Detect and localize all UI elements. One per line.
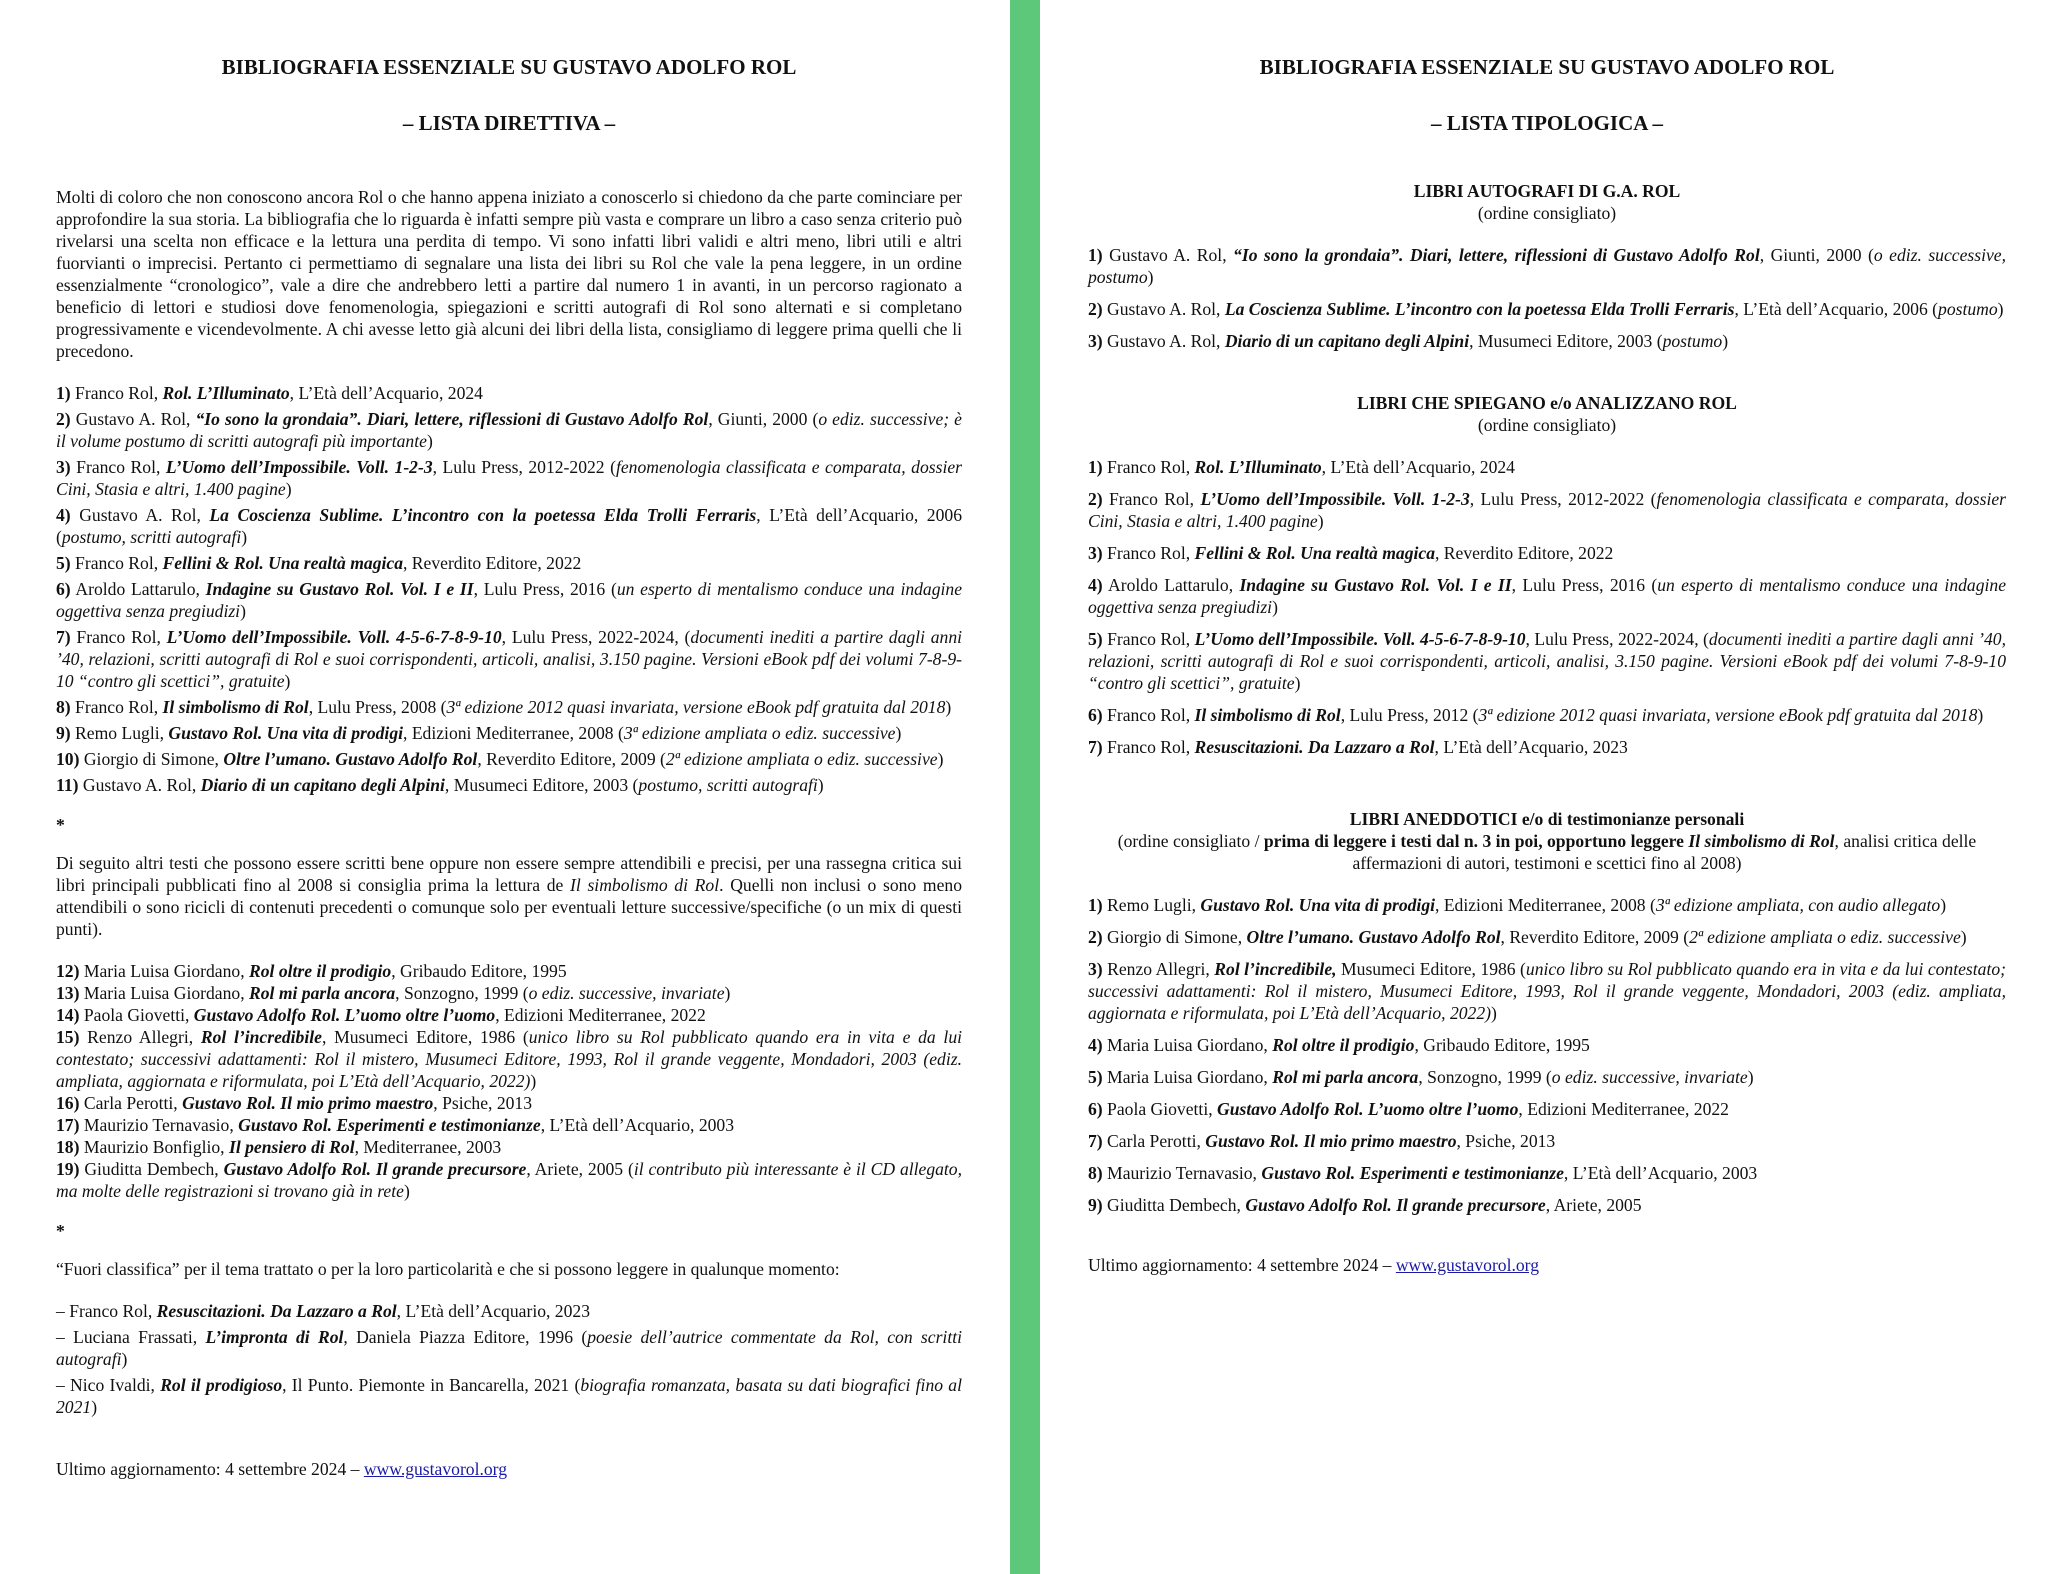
- item-close-paren: ): [1977, 705, 1984, 725]
- list-item: [1088, 958, 2006, 1024]
- list-item: [1088, 736, 2006, 758]
- item-author: Remo Lugli,: [70, 723, 169, 743]
- list-item: [1088, 704, 2006, 726]
- item-number: 2): [56, 409, 71, 429]
- list-item: [56, 1136, 962, 1158]
- item-note: biografia romanzata, basata su dati biografici fino al 2021: [56, 1375, 962, 1417]
- item-title: Rol mi parla ancora: [1272, 1067, 1419, 1087]
- sec3-heading: [1088, 808, 2006, 874]
- item-close-paren: ): [1317, 511, 1324, 531]
- item-rest: , L’Età dell’Acquario, 2023: [396, 1301, 590, 1321]
- item-note: o ediz. successive; è il volume postumo di scritti autografi più importante: [56, 409, 962, 451]
- item-note: unico libro su Rol pubblicato quando era in vita e da lui contestato; successivi adattamenti: Rol il mistero, Musumeci Editore, 1993, Rol il grande veggente, Mondadori, 2003 (ediz. ampliata, aggiornata e riformulata, poi L’Età dell’Acquario, 2022): [1088, 959, 2006, 1023]
- list-item: [1088, 298, 2006, 320]
- item-rest: , Giunti, 2000 (: [1759, 245, 1874, 265]
- list-item: [1088, 456, 2006, 478]
- item-note: 3ª edizione ampliata, con audio allegato: [1655, 895, 1941, 915]
- left-footer: [56, 1458, 962, 1480]
- item-number: 5): [56, 553, 71, 573]
- item-title: Il pensiero di Rol: [228, 1137, 355, 1157]
- item-note: poesie dell’autrice commentate da Rol, con scritti autografi: [56, 1327, 962, 1369]
- item-note: o ediz. successive, invariate: [528, 983, 725, 1003]
- item-rest: , Edizioni Mediterranee, 2008 (: [1435, 895, 1656, 915]
- item-number: 2): [1088, 489, 1103, 509]
- item-number: 9): [1088, 1195, 1103, 1215]
- item-rest: , Reverdito Editore, 2022: [1435, 543, 1614, 563]
- list-item: [56, 1092, 962, 1114]
- sec3-list: [1088, 894, 2006, 1216]
- list-item: [1088, 1194, 2006, 1216]
- item-number: 5): [1088, 1067, 1103, 1087]
- list-item: [1088, 488, 2006, 532]
- item-close-paren: ): [121, 1349, 128, 1369]
- left-title: BIBLIOGRAFIA ESSENZIALE SU GUSTAVO ADOLFO ROL: [221, 55, 797, 79]
- list-item: [1088, 894, 2006, 916]
- sec3-subtitle: [1088, 830, 2006, 874]
- item-note: fenomenologia classificata e comparata, dossier Cini, Stasia e altri, 1.400 pagine: [1088, 489, 2006, 531]
- item-close-paren: ): [91, 1397, 98, 1417]
- item-title: Rol l’incredibile,: [1214, 959, 1337, 979]
- list-item: [56, 748, 962, 770]
- item-title: Resuscitazioni. Da Lazzaro a Rol: [156, 1301, 397, 1321]
- item-number: 4): [56, 505, 71, 525]
- item-title: Diario di un capitano degli Alpini: [1224, 331, 1470, 351]
- item-number: 14): [56, 1005, 80, 1025]
- item-rest: , L’Età dell’Acquario, 2003: [1563, 1163, 1758, 1183]
- item-number: 7): [56, 627, 71, 647]
- item-rest: , L’Età dell’Acquario, 2003: [540, 1115, 735, 1135]
- right-footer: [1088, 1254, 2006, 1276]
- item-note: 3ª edizione ampliata o ediz. successive: [623, 723, 896, 743]
- item-note: il contributo più interessante è il CD allegato, ma molte delle registrazioni si trovano già in rete: [56, 1159, 962, 1201]
- item-author: Giuditta Dembech,: [1102, 1195, 1246, 1215]
- item-author: Franco Rol,: [70, 383, 163, 403]
- item-number: 15): [56, 1027, 80, 1047]
- item-rest: , Reverdito Editore, 2009 (: [477, 749, 666, 769]
- item-title: Rol l’incredibile: [200, 1027, 322, 1047]
- list-item: [56, 722, 962, 744]
- item-author: Remo Lugli,: [1102, 895, 1201, 915]
- item-close-paren: ): [240, 601, 246, 621]
- item-author: Aroldo Lattarulo,: [1102, 575, 1240, 595]
- fuori-list: [56, 1300, 962, 1418]
- item-title: “Io sono la grondaia”. Diari, lettere, riflessioni di Gustavo Adolfo Rol: [195, 409, 709, 429]
- right-footer-link[interactable]: www.gustavorol.org: [1395, 1255, 1540, 1275]
- right-page: [1040, 0, 2048, 1574]
- item-close-paren: ): [1491, 1003, 1497, 1023]
- list-item: [1088, 574, 2006, 618]
- item-rest: , Reverdito Editore, 2022: [403, 553, 582, 573]
- item-title: Il simbolismo di Rol: [162, 697, 309, 717]
- item-title: Gustavo Adolfo Rol. L’uomo oltre l’uomo: [193, 1005, 496, 1025]
- item-number: 13): [56, 983, 80, 1003]
- item-number: 6): [1088, 1099, 1103, 1119]
- item-author: Gustavo A. Rol,: [1102, 245, 1234, 265]
- item-note: un esperto di mentalismo conduce una indagine oggettiva senza pregiudizi: [56, 579, 963, 621]
- item-number: 1): [1088, 245, 1103, 265]
- fuori-intro: “Fuori classifica” per il tema trattato o per la loro particolarità e che si possono leggere in qualunque momento:: [56, 1259, 840, 1279]
- item-number: 1): [1088, 895, 1103, 915]
- item-author: Giorgio di Simone,: [79, 749, 224, 769]
- item-note: fenomenologia classificata e comparata, dossier Cini, Stasia e altri, 1.400 pagine: [56, 457, 963, 499]
- item-rest: , Musumeci Editore, 1986 (: [321, 1027, 529, 1047]
- item-close-paren: ): [1722, 331, 1729, 351]
- item-number: 7): [1088, 1131, 1103, 1151]
- right-footer-text: Ultimo aggiornamento: 4 settembre 2024 –: [1088, 1255, 1396, 1275]
- right-title: BIBLIOGRAFIA ESSENZIALE SU GUSTAVO ADOLFO ROL: [1259, 55, 1835, 79]
- item-close-paren: ): [284, 671, 291, 691]
- sec1-heading: [1088, 180, 2006, 224]
- item-number: 12): [56, 961, 80, 981]
- item-title: L’impronta di Rol: [205, 1327, 344, 1347]
- list-item: [56, 382, 962, 404]
- separator-star-2: *: [56, 1221, 65, 1241]
- item-rest: , L’Età dell’Acquario, 2024: [289, 383, 483, 403]
- item-title: Resuscitazioni. Da Lazzaro a Rol: [1194, 737, 1435, 757]
- item-title: La Coscienza Sublime. L’incontro con la poetessa Elda Trolli Ferraris: [1224, 299, 1735, 319]
- sec1-title: LIBRI AUTOGRAFI DI G.A. ROL: [1413, 181, 1681, 201]
- green-divider: [1010, 0, 1040, 1574]
- list-item: [1088, 330, 2006, 352]
- item-title: Gustavo Adolfo Rol. Il grande precursore: [223, 1159, 527, 1179]
- list-item: [56, 696, 962, 718]
- item-rest: , Lulu Press, 2016 (: [1511, 575, 1658, 595]
- item-title: Gustavo Rol. Il mio primo maestro: [182, 1093, 434, 1113]
- other-list: [56, 960, 962, 1202]
- item-close-paren: ): [817, 775, 824, 795]
- item-title: L’Uomo dell’Impossibile. Voll. 1-2-3: [1200, 489, 1470, 509]
- item-rest: , L’Età dell’Acquario, 2024: [1321, 457, 1515, 477]
- sec1-list: [1088, 244, 2006, 352]
- item-number: 16): [56, 1093, 80, 1113]
- item-rest: , Mediterranee, 2003: [354, 1137, 502, 1157]
- sec2-list: [1088, 456, 2006, 758]
- list-item: [1088, 1098, 2006, 1120]
- item-note: 2ª edizione ampliata o ediz. successive: [665, 749, 938, 769]
- item-title: Fellini & Rol. Una realtà magica: [162, 553, 403, 573]
- list-item: [56, 456, 962, 500]
- item-rest: , Lulu Press, 2012 (: [1340, 705, 1479, 725]
- item-note: unico libro su Rol pubblicato quando era in vita e da lui contestato; successivi adattamenti: Rol il mistero, Musumeci Editore, 1993, Rol il grande veggente, Mondadori, 2003 (ediz. ampliata, aggiornata e riformulata, poi L’Età dell’Acquario, 2022): [56, 1027, 962, 1091]
- item-author: Giorgio di Simone,: [1102, 927, 1247, 947]
- item-number: 3): [1088, 331, 1103, 351]
- item-title: Rol il prodigioso: [160, 1375, 283, 1395]
- other-intro-b: . Quelli non inclusi o sono meno attendibili o sono ricicli di contenuti precedenti o comunque solo per eventuali letture successive/specifiche (o un mix di questi punti).: [56, 875, 962, 939]
- list-item: [56, 982, 962, 1004]
- item-rest: , L’Età dell’Acquario, 2023: [1434, 737, 1628, 757]
- item-title: Rol. L’Illuminato: [162, 383, 290, 403]
- item-number: 6): [56, 579, 71, 599]
- item-close-paren: ): [241, 527, 248, 547]
- item-author: Maria Luisa Giordano,: [79, 983, 249, 1003]
- item-rest: , Sonzogno, 1999 (: [1418, 1067, 1552, 1087]
- sec3-sub-a: (ordine consigliato /: [1117, 831, 1264, 851]
- sec2-heading: [1088, 392, 2006, 436]
- list-item: [1088, 926, 2006, 948]
- list-item: [56, 1026, 962, 1092]
- item-number: 4): [1088, 575, 1103, 595]
- item-author: Maurizio Ternavasio,: [1102, 1163, 1262, 1183]
- item-author: Gustavo A. Rol,: [1102, 331, 1225, 351]
- item-author: Gustavo A. Rol,: [78, 775, 201, 795]
- item-title: Oltre l’umano. Gustavo Adolfo Rol: [223, 749, 478, 769]
- item-close-paren: ): [895, 723, 902, 743]
- item-rest: , Sonzogno, 1999 (: [395, 983, 529, 1003]
- item-note: postumo: [1938, 299, 1998, 319]
- item-author: Maria Luisa Giordano,: [1102, 1067, 1273, 1087]
- list-item: [1088, 1066, 2006, 1088]
- item-number: 6): [1088, 705, 1103, 725]
- item-number: 5): [1088, 629, 1103, 649]
- item-number: 7): [1088, 737, 1103, 757]
- item-title: Indagine su Gustavo Rol. Vol. I e II: [205, 579, 474, 599]
- item-rest: Musumeci Editore, 1986 (: [1336, 959, 1526, 979]
- item-author: – Nico Ivaldi,: [56, 1375, 161, 1395]
- item-number: 19): [56, 1159, 80, 1179]
- item-author: Franco Rol,: [1102, 737, 1195, 757]
- item-author: Franco Rol,: [70, 697, 163, 717]
- item-author: Giuditta Dembech,: [79, 1159, 224, 1179]
- list-item: [56, 1158, 962, 1202]
- item-author: Franco Rol,: [70, 627, 167, 647]
- item-close-paren: ): [1940, 895, 1947, 915]
- item-title: Gustavo Rol. Esperimenti e testimonianze: [1261, 1163, 1564, 1183]
- list-item: [56, 578, 962, 622]
- item-rest: , Ariete, 2005 (: [526, 1159, 634, 1179]
- item-rest: , Lulu Press, 2016 (: [473, 579, 617, 599]
- other-intro-a: Di seguito altri testi che possono essere scritti bene oppure non essere sempre attendibili e precisi, per una rassegna critica sui libri principali pubblicati fino al 2008 si consiglia prima la lettura de: [56, 853, 962, 895]
- item-number: 3): [56, 457, 71, 477]
- item-close-paren: ): [937, 749, 944, 769]
- item-number: 1): [56, 383, 71, 403]
- item-rest: , Musumeci Editore, 2003 (: [1469, 331, 1663, 351]
- left-footer-text: Ultimo aggiornamento: 4 settembre 2024 –: [56, 1459, 364, 1479]
- item-author: Maurizio Ternavasio,: [79, 1115, 239, 1135]
- item-title: La Coscienza Sublime. L’incontro con la poetessa Elda Trolli Ferraris: [209, 505, 757, 525]
- item-close-paren: ): [1147, 267, 1154, 287]
- item-title: Gustavo Adolfo Rol. L’uomo oltre l’uomo: [1217, 1099, 1519, 1119]
- list-item: [56, 1326, 962, 1370]
- item-note: postumo: [1662, 331, 1723, 351]
- item-title: Gustavo Rol. Il mio primo maestro: [1205, 1131, 1457, 1151]
- item-note: 2ª edizione ampliata o ediz. successive: [1689, 927, 1961, 947]
- item-title: Indagine su Gustavo Rol. Vol. I e II: [1239, 575, 1512, 595]
- list-item: [56, 504, 962, 548]
- item-author: Aroldo Lattarulo,: [70, 579, 206, 599]
- item-number: 2): [1088, 927, 1103, 947]
- list-item: [1088, 244, 2006, 288]
- item-author: Renzo Allegri,: [79, 1027, 201, 1047]
- separator-star-1: *: [56, 815, 65, 835]
- list-item: [56, 1114, 962, 1136]
- item-rest: , Lulu Press, 2022-2024, (: [1525, 629, 1709, 649]
- sec2-title: LIBRI CHE SPIEGANO e/o ANALIZZANO ROL: [1357, 393, 1737, 413]
- item-close-paren: ): [285, 479, 292, 499]
- item-close-paren: ): [1997, 299, 2004, 319]
- item-rest: , Ariete, 2005: [1545, 1195, 1642, 1215]
- item-author: Maurizio Bonfiglio,: [79, 1137, 229, 1157]
- item-author: Maria Luisa Giordano,: [79, 961, 249, 981]
- list-item: [1088, 1034, 2006, 1056]
- right-subtitle: – LISTA TIPOLOGICA –: [1430, 111, 1664, 135]
- item-number: 2): [1088, 299, 1103, 319]
- item-close-paren: ): [724, 983, 731, 1003]
- list-item: [1088, 1130, 2006, 1152]
- list-item: [1088, 542, 2006, 564]
- item-number: 8): [1088, 1163, 1103, 1183]
- item-author: Franco Rol,: [1102, 629, 1195, 649]
- item-note: 3ª edizione 2012 quasi invariata, versione eBook pdf gratuita dal 2018: [1478, 705, 1978, 725]
- item-author: Carla Perotti,: [1102, 1131, 1206, 1151]
- item-rest: , Musumeci Editore, 2003 (: [444, 775, 639, 795]
- item-author: Gustavo A. Rol,: [70, 505, 210, 525]
- item-author: Franco Rol,: [1102, 457, 1195, 477]
- item-title: Gustavo Rol. Esperimenti e testimonianze: [238, 1115, 541, 1135]
- item-close-paren: ): [1747, 1067, 1754, 1087]
- item-rest: , Psiche, 2013: [433, 1093, 533, 1113]
- item-author: Gustavo A. Rol,: [70, 409, 196, 429]
- list-item: [56, 774, 962, 796]
- item-author: Franco Rol,: [1102, 489, 1201, 509]
- main-list: [56, 382, 962, 796]
- item-close-paren: ): [1272, 597, 1278, 617]
- item-note: o ediz. successive, postumo: [1088, 245, 2006, 287]
- item-title: Rol mi parla ancora: [249, 983, 396, 1003]
- item-close-paren: ): [403, 1181, 410, 1201]
- item-rest: , Lulu Press, 2022-2024, (: [501, 627, 691, 647]
- list-item: [56, 960, 962, 982]
- item-author: – Luciana Frassati,: [56, 1327, 206, 1347]
- item-rest: , Lulu Press, 2012-2022 (: [1469, 489, 1657, 509]
- item-author: Franco Rol,: [1102, 543, 1195, 563]
- list-item: [56, 1374, 962, 1418]
- item-rest: , Giunti, 2000 (: [708, 409, 819, 429]
- left-subtitle: – LISTA DIRETTIVA –: [402, 111, 616, 135]
- other-intro: [56, 852, 962, 940]
- item-author: Franco Rol,: [70, 553, 163, 573]
- item-rest: , Psiche, 2013: [1456, 1131, 1556, 1151]
- list-item: [56, 1300, 962, 1322]
- item-title: L’Uomo dell’Impossibile. Voll. 4-5-6-7-8-9-10: [1194, 629, 1526, 649]
- item-number: 11): [56, 775, 79, 795]
- item-number: 8): [56, 697, 71, 717]
- item-title: Oltre l’umano. Gustavo Adolfo Rol: [1246, 927, 1501, 947]
- item-title: L’Uomo dell’Impossibile. Voll. 4-5-6-7-8-9-10: [166, 627, 502, 647]
- list-item: [56, 552, 962, 574]
- item-author: Franco Rol,: [70, 457, 166, 477]
- item-close-paren: ): [1294, 673, 1301, 693]
- item-note: documenti inediti a partire dagli anni ’40, relazioni, scritti autografi di Rol e suoi corrispondenti, articoli, analisi, 3.150 pagine. Versioni eBook pdf dei volumi 7-8-9-10 “contro gli scettici”, gratuite: [1088, 629, 2006, 693]
- left-intro: Molti di coloro che non conoscono ancora Rol o che hanno appena iniziato a conoscerlo si chiedono da che parte cominciare per approfondire la sua storia. La bibliografia che lo riguarda è infatti sempre più vasta e comprare un libro a caso senza criterio può rivelarsi una scelta non efficace e la lettura una perdita di tempo. Vi sono infatti libri validi e altri meno, libri utili e altri fuorvianti o imprecisi. Pertanto ci permettiamo di segnalare una lista dei libri su Rol che vale la pena leggere, in un ordine essenzialmente “cronologico”, vale a dire che andrebbero letti a partire dal numero 1 in avanti, in un percorso ragionato a beneficio di lettori e studiosi dove fenomenologia, spiegazioni e scritti autografi di Rol sono alternati e si completano progressivamente e vicendevolmente. A chi avesse letto già alcuni dei libri della lista, consigliamo di leggere prima quelli che li precedono.: [56, 187, 962, 361]
- sec3-sub-b: prima di leggere i testi dal n. 3 in poi, opportuno leggere: [1263, 831, 1689, 851]
- item-title: “Io sono la grondaia”. Diari, lettere, riflessioni di Gustavo Adolfo Rol: [1233, 245, 1760, 265]
- item-title: Diario di un capitano degli Alpini: [200, 775, 445, 795]
- item-title: Gustavo Rol. Una vita di prodigi: [1200, 895, 1436, 915]
- item-rest: , Daniela Piazza Editore, 1996 (: [343, 1327, 588, 1347]
- item-number: 1): [1088, 457, 1103, 477]
- item-number: 17): [56, 1115, 80, 1135]
- item-note: 3ª edizione 2012 quasi invariata, versione eBook pdf gratuita dal 2018: [446, 697, 946, 717]
- item-note: postumo, scritti autografi: [61, 527, 242, 547]
- item-title: Fellini & Rol. Una realtà magica: [1194, 543, 1435, 563]
- item-rest: , L’Età dell’Acquario, 2006 (: [56, 505, 962, 547]
- list-item: [56, 626, 962, 692]
- item-number: 9): [56, 723, 71, 743]
- item-rest: , Edizioni Mediterranee, 2008 (: [403, 723, 624, 743]
- left-footer-link[interactable]: www.gustavorol.org: [363, 1459, 508, 1479]
- item-close-paren: ): [1960, 927, 1967, 947]
- item-author: Carla Perotti,: [79, 1093, 183, 1113]
- item-title: Gustavo Adolfo Rol. Il grande precursore: [1245, 1195, 1546, 1215]
- item-rest: , Reverdito Editore, 2009 (: [1500, 927, 1690, 947]
- item-rest: , L’Età dell’Acquario, 2006 (: [1734, 299, 1939, 319]
- list-item: [56, 1004, 962, 1026]
- item-note: o ediz. successive, invariate: [1551, 1067, 1748, 1087]
- item-number: 18): [56, 1137, 80, 1157]
- item-close-paren: ): [426, 431, 433, 451]
- item-note: postumo, scritti autografi: [638, 775, 818, 795]
- item-author: Franco Rol,: [1102, 705, 1195, 725]
- sec1-subtitle: (ordine consigliato): [1477, 203, 1617, 223]
- item-title: Il simbolismo di Rol: [1194, 705, 1341, 725]
- list-item: [1088, 1162, 2006, 1184]
- item-rest: , Gribaudo Editore, 1995: [391, 961, 567, 981]
- item-rest: , Edizioni Mediterranee, 2022: [1518, 1099, 1729, 1119]
- item-number: 3): [1088, 959, 1103, 979]
- item-rest: , Edizioni Mediterranee, 2022: [495, 1005, 706, 1025]
- item-author: Paola Giovetti,: [79, 1005, 194, 1025]
- sec3-title: LIBRI ANEDDOTICI e/o di testimonianze personali: [1349, 809, 1745, 829]
- item-close-paren: ): [945, 697, 952, 717]
- sec3-sub-title: Il simbolismo di Rol: [1688, 831, 1835, 851]
- item-title: Rol oltre il prodigio: [249, 961, 392, 981]
- item-rest: , Il Punto. Piemonte in Bancarella, 2021 (: [282, 1375, 581, 1395]
- item-title: L’Uomo dell’Impossibile. Voll. 1-2-3: [165, 457, 433, 477]
- item-number: 10): [56, 749, 80, 769]
- item-rest: , Lulu Press, 2012-2022 (: [432, 457, 616, 477]
- sec2-subtitle: (ordine consigliato): [1477, 415, 1617, 435]
- item-note: documenti inediti a partire dagli anni ’40, relazioni, scritti autografi di Rol e suoi corrispondenti, articoli, analisi, 3.150 pagine. Versioni eBook pdf dei volumi 7-8-9-10 “contro gli scettici”, gratuite: [56, 627, 963, 691]
- item-rest: , Lulu Press, 2008 (: [308, 697, 447, 717]
- item-author: Paola Giovetti,: [1102, 1099, 1217, 1119]
- item-number: 3): [1088, 543, 1103, 563]
- item-title: Rol oltre il prodigio: [1272, 1035, 1415, 1055]
- item-rest: , Gribaudo Editore, 1995: [1414, 1035, 1590, 1055]
- item-number: 4): [1088, 1035, 1103, 1055]
- item-author: – Franco Rol,: [56, 1301, 157, 1321]
- item-title: Rol. L’Illuminato: [1194, 457, 1322, 477]
- sec3-sub-c: , analisi critica delle affermazioni di autori, testimoni e scettici fino al 2008): [1352, 831, 1977, 873]
- item-close-paren: ): [530, 1071, 537, 1091]
- item-author: Maria Luisa Giordano,: [1102, 1035, 1273, 1055]
- left-page: [0, 0, 1010, 1574]
- item-author: Gustavo A. Rol,: [1102, 299, 1225, 319]
- item-author: Renzo Allegri,: [1102, 959, 1215, 979]
- list-item: [1088, 628, 2006, 694]
- list-item: [56, 408, 962, 452]
- other-intro-title: Il simbolismo di Rol: [570, 875, 720, 895]
- item-title: Gustavo Rol. Una vita di prodigi: [168, 723, 404, 743]
- item-note: un esperto di mentalismo conduce una indagine oggettiva senza pregiudizi: [1088, 575, 2007, 617]
